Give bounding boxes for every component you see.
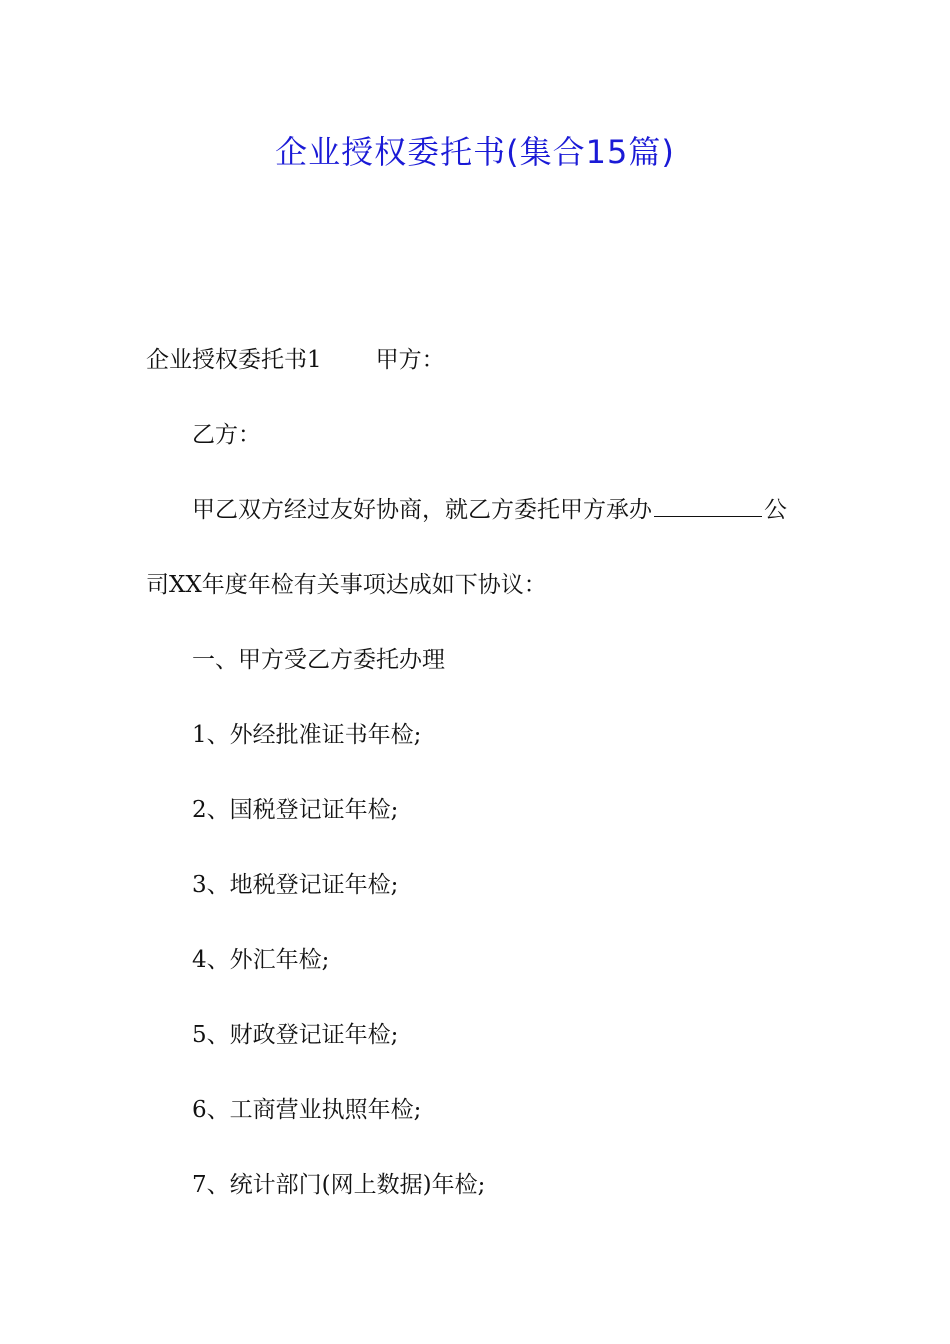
party-a-label: 甲方：: [375, 347, 445, 373]
intro-paragraph-line-1: [192, 493, 787, 527]
party-b-label: 乙方：: [192, 422, 261, 448]
clause-heading: 一、甲方受乙方委托办理: [192, 647, 445, 673]
list-item: 6、工商营业执照年检;: [192, 1097, 422, 1123]
fill-in-blank: [654, 494, 762, 517]
section-title: 企业授权委托书1: [146, 347, 322, 373]
intro-text-end: 公: [764, 497, 787, 523]
list-item: 3、地税登记证年检;: [192, 872, 399, 898]
list-item: 7、统计部门(网上数据)年检;: [192, 1172, 486, 1198]
list-item: 4、外汇年检;: [192, 947, 330, 973]
document-title: 企业授权委托书(集合15篇): [275, 133, 675, 171]
list-item: 5、财政登记证年检;: [192, 1022, 399, 1048]
list-item: 1、外经批准证书年检;: [192, 722, 422, 748]
section-heading-line: [146, 343, 445, 377]
intro-paragraph-line-2: 司XX年度年检有关事项达成如下协议：: [146, 572, 547, 598]
list-item: 2、国税登记证年检;: [192, 797, 399, 823]
intro-text: 甲乙双方经过友好协商，就乙方委托甲方承办: [192, 497, 652, 523]
